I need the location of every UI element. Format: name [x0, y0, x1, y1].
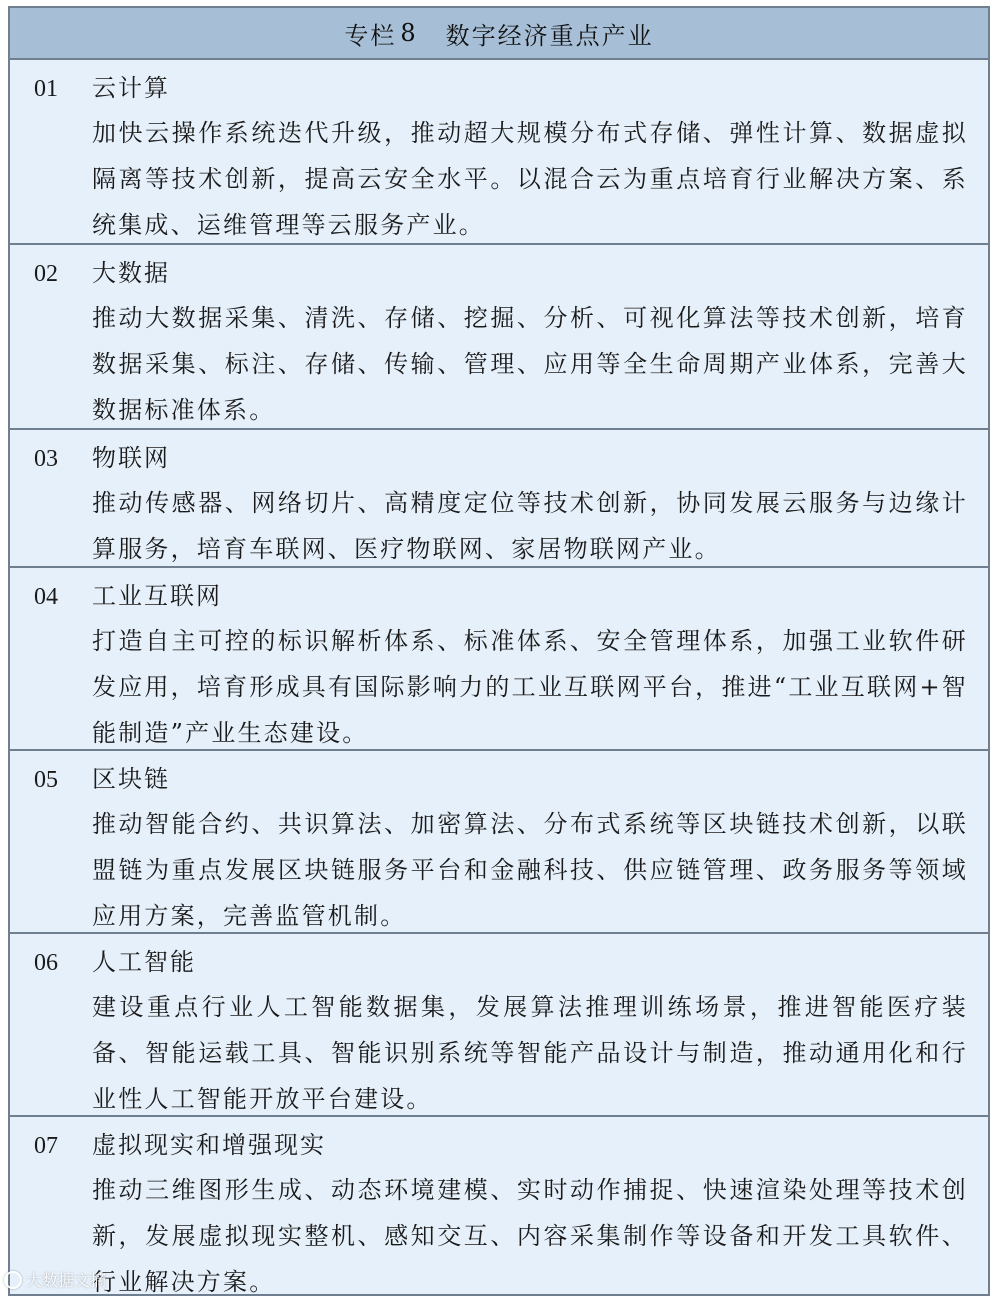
section-iot	[10, 430, 988, 568]
column-title	[10, 8, 988, 60]
section-number: 06	[34, 950, 58, 976]
column-box	[8, 6, 990, 1296]
section-title: 物联网	[92, 444, 170, 472]
section-big-data	[10, 245, 988, 430]
watermark	[4, 1268, 106, 1291]
section-number: 07	[34, 1133, 58, 1159]
column-title-text: 数字经济重点产业	[445, 21, 654, 50]
section-number: 01	[34, 76, 58, 102]
column-title-prefix: 专栏	[344, 21, 397, 50]
section-body: 建设重点行业人工智能数据集，发展算法推理训练场景，推进智能医疗装备、智能运载工具、智能识别系统等智能产品设计与制造，推动通用化和行业性人工智能开放平台建设。	[92, 993, 968, 1113]
section-body: 加快云操作系统迭代升级，推动超大规模分布式存储、弹性计算、数据虚拟隔离等技术创新，提高云安全水平。以混合云为重点培育行业解决方案、系统集成、运维管理等云服务产业。	[92, 119, 968, 239]
section-body: 推动三维图形生成、动态环境建模、实时动作捕捉、快速渲染处理等技术创新，发展虚拟现实整机、感知交互、内容采集制作等设备和开发工具软件、行业解决方案。	[92, 1176, 968, 1296]
section-body: 打造自主可控的标识解析体系、标准体系、安全管理体系，加强工业软件研发应用，培育形成具有国际影响力的工业互联网平台，推进“工业互联网+智能制造”产业生态建设。	[92, 627, 968, 747]
section-title: 云计算	[92, 74, 170, 102]
section-number: 05	[34, 767, 58, 793]
column-title-number: 8	[400, 19, 418, 47]
section-title: 大数据	[92, 259, 170, 287]
section-number: 02	[34, 261, 58, 287]
section-number: 04	[34, 584, 58, 610]
section-title: 虚拟现实和增强现实	[92, 1131, 326, 1159]
section-blockchain	[10, 751, 988, 934]
section-ai	[10, 934, 988, 1117]
section-cloud-computing	[10, 60, 988, 245]
section-body: 推动大数据采集、清洗、存储、挖掘、分析、可视化算法等技术创新，培育数据采集、标注、存储、传输、管理、应用等全生命周期产业体系，完善大数据标准体系。	[92, 304, 968, 424]
section-industrial-internet	[10, 568, 988, 751]
watermark-text: 大数据文摘	[26, 1271, 107, 1290]
section-body: 推动传感器、网络切片、高精度定位等技术创新，协同发展云服务与边缘计算服务，培育车联网、医疗物联网、家居物联网产业。	[92, 489, 968, 563]
section-body: 推动智能合约、共识算法、加密算法、分布式系统等区块链技术创新，以联盟链为重点发展区块链服务平台和金融科技、供应链管理、政务服务等领域应用方案，完善监管机制。	[92, 810, 968, 930]
section-vr-ar	[10, 1117, 988, 1299]
section-title: 工业互联网	[92, 582, 222, 610]
section-title: 人工智能	[92, 948, 196, 976]
section-number: 03	[34, 446, 58, 472]
watermark-logo-icon	[4, 1271, 22, 1289]
section-title: 区块链	[92, 765, 170, 793]
